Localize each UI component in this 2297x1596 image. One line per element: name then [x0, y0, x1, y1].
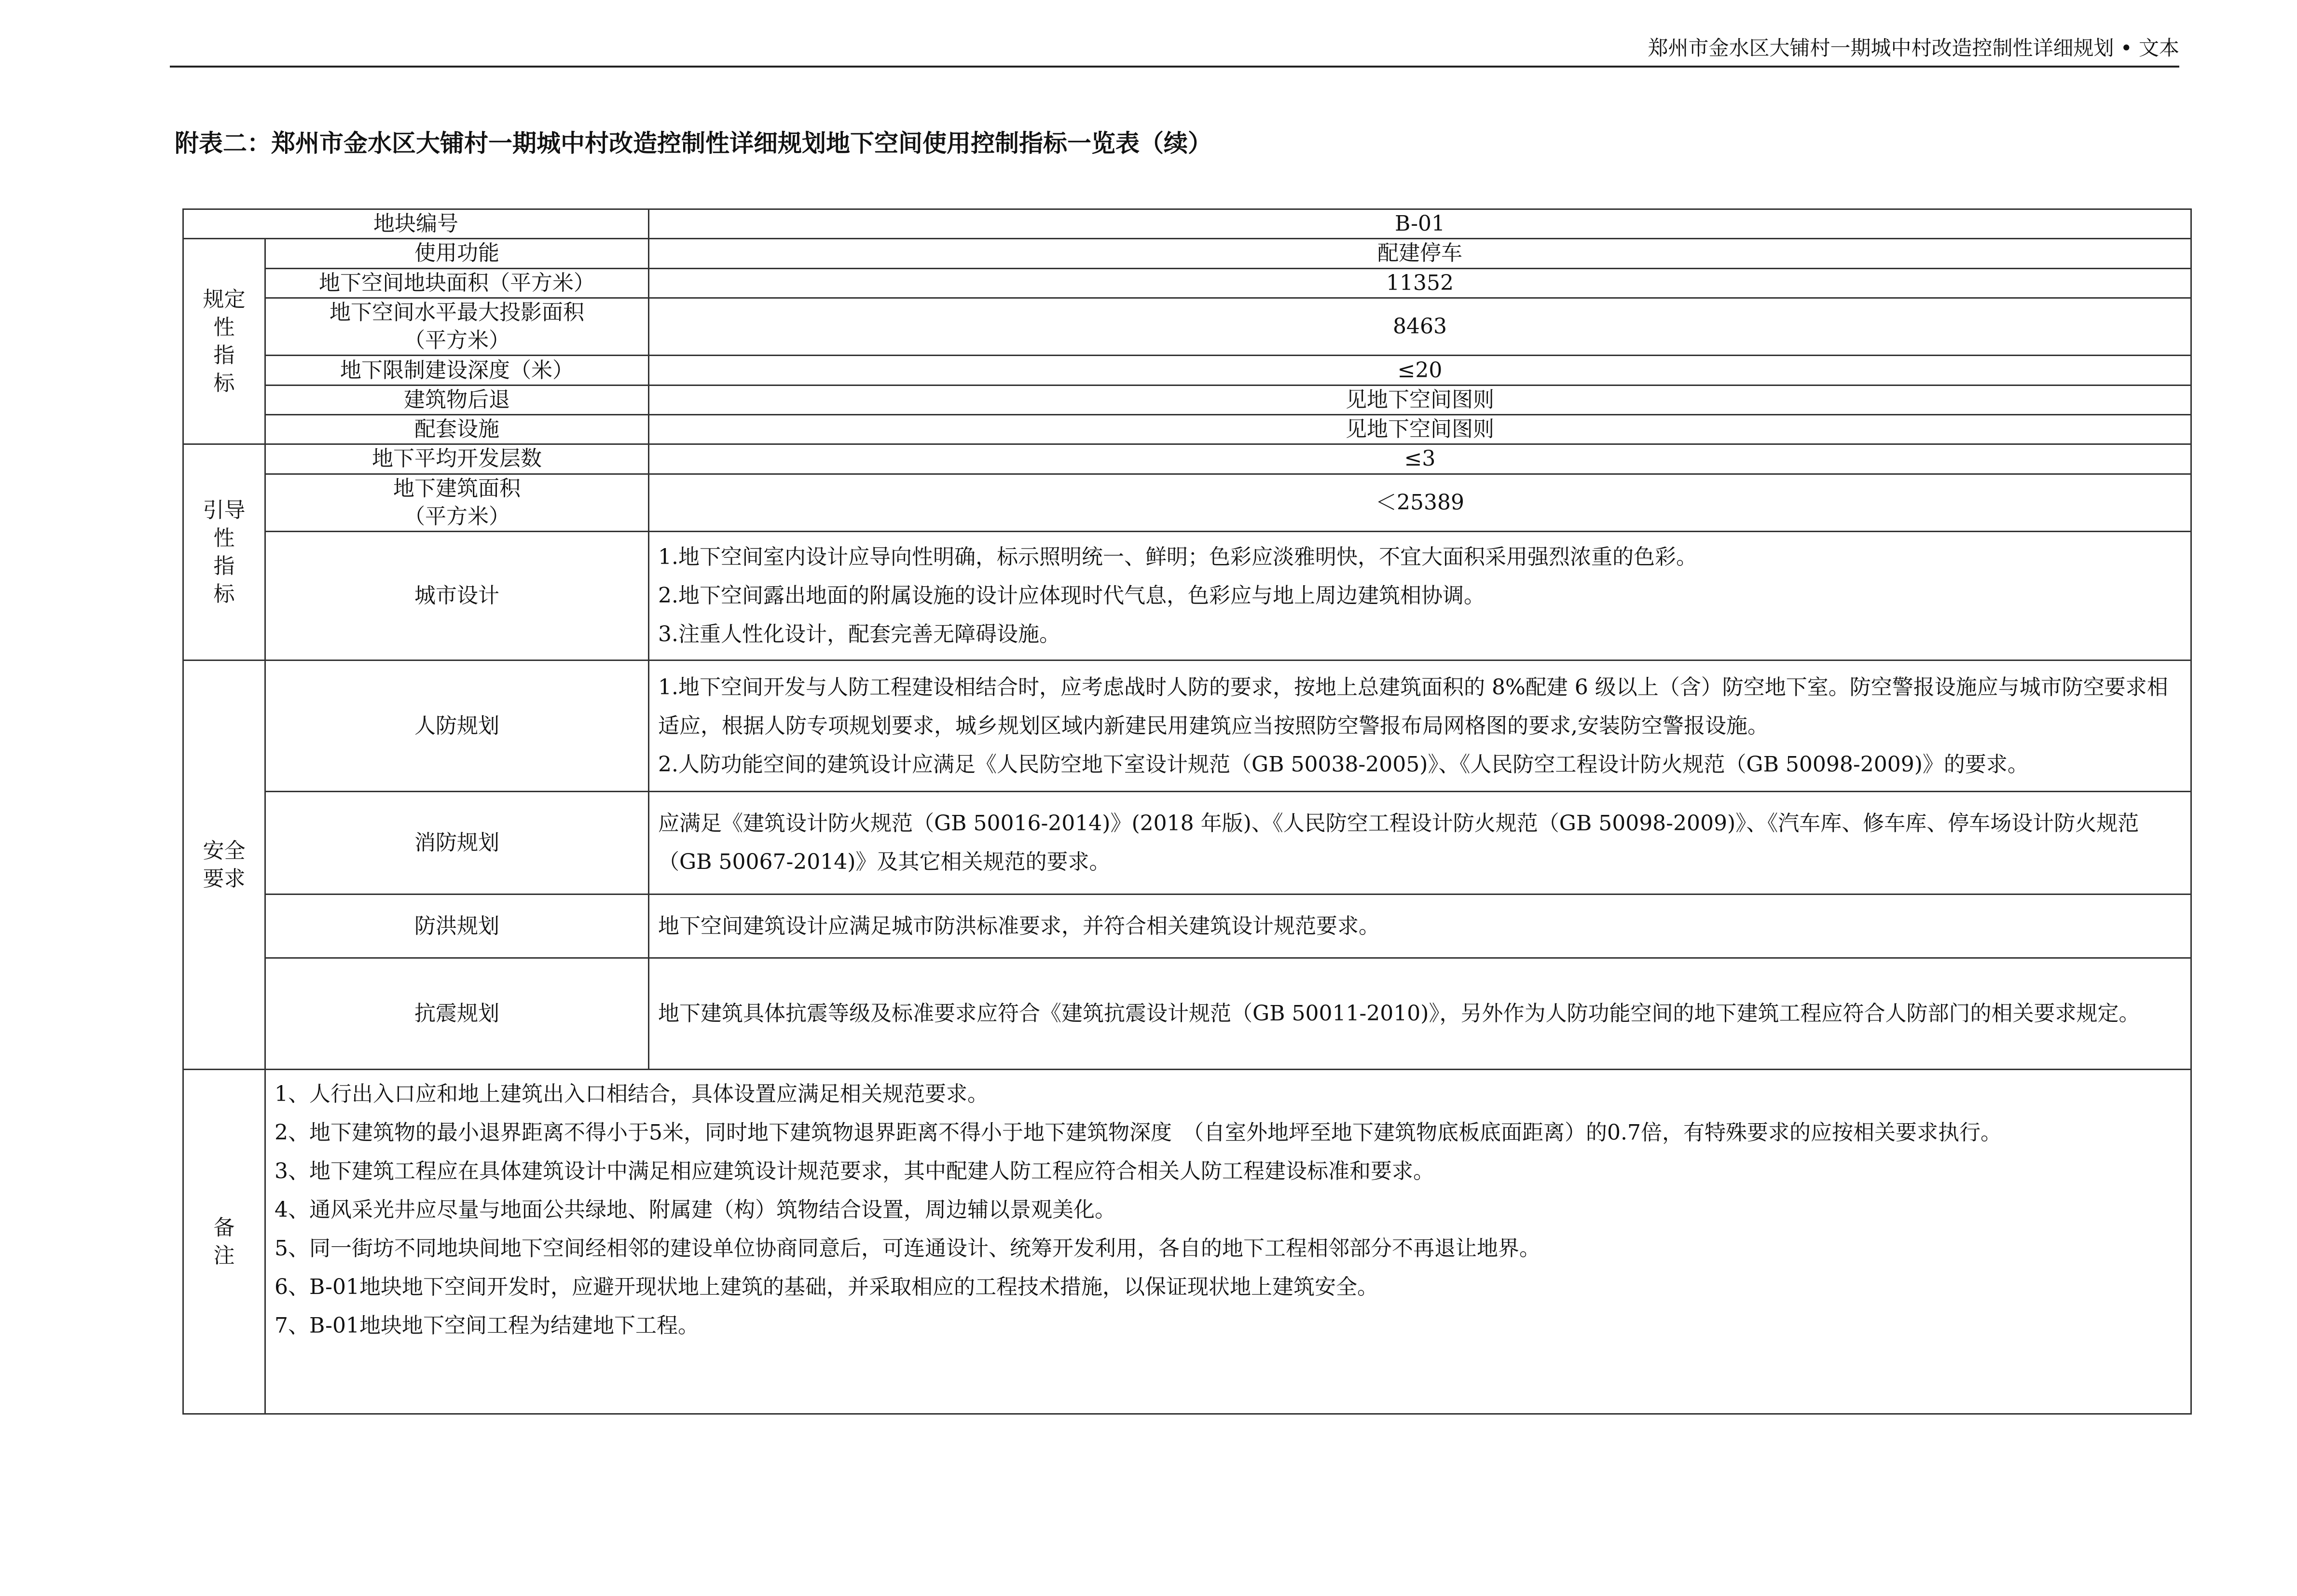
- row-label-civil-defense: 人防规划: [265, 660, 649, 791]
- row-value-usage: 配建停车: [649, 239, 2191, 268]
- table-row: [183, 894, 2191, 958]
- running-header: 郑州市金水区大铺村一期城中村改造控制性详细规划 • 文本: [170, 34, 2179, 68]
- row-label-avg-floors: 地下平均开发层数: [265, 444, 649, 474]
- group-label-guiding: 引导 性 指 标: [183, 444, 265, 660]
- row-value-depth-limit: ≤20: [649, 356, 2191, 385]
- row-value-facilities: 见地下空间图则: [649, 414, 2191, 444]
- table-row: [183, 239, 2191, 268]
- row-value-avg-floors: ≤3: [649, 444, 2191, 474]
- row-label-floor-area: 地下建筑面积 （平方米）: [265, 474, 649, 532]
- group-label-mandatory: 规定 性 指 标: [183, 239, 265, 444]
- list-item: 7、B-01地块地下空间工程为结建地下工程。: [275, 1313, 699, 1338]
- row-label-plot-area: 地下空间地块面积（平方米）: [265, 268, 649, 298]
- plot-number-label: 地块编号: [183, 209, 649, 239]
- table-row: [183, 958, 2191, 1070]
- row-label-usage: 使用功能: [265, 239, 649, 268]
- table-row: [183, 660, 2191, 791]
- row-value-floor-area: ＜25389: [649, 474, 2191, 532]
- row-label-depth-limit: 地下限制建设深度（米）: [265, 356, 649, 385]
- row-value-setback: 见地下空间图则: [649, 385, 2191, 414]
- row-label-setback: 建筑物后退: [265, 385, 649, 414]
- table-row: [183, 791, 2191, 894]
- table-row: [183, 414, 2191, 444]
- row-label-flood-control: 防洪规划: [265, 894, 649, 958]
- row-label-urban-design: 城市设计: [265, 532, 649, 660]
- row-value-urban-design: 1.地下空间室内设计应导向性明确，标示照明统一、鲜明；色彩应淡雅明快，不宜大面积采用强烈浓重的色彩。 2.地下空间露出地面的附属设施的设计应体现时代气息，色彩应与地上周边建筑相协调。 3.注重人性化设计，配套完善无障碍设施。: [649, 532, 2191, 660]
- table-row: [183, 268, 2191, 298]
- row-value-projection-area: 8463: [649, 298, 2191, 356]
- list-item: 2、地下建筑物的最小退界距离不得小于5米，同时地下建筑物退界距离不得小于地下建筑物深度 （自室外地坪至地下建筑物底板底面距离）的0.7倍，有特殊要求的应按相关要求执行。: [275, 1120, 2002, 1145]
- document-title: 附表二：郑州市金水区大铺村一期城中村改造控制性详细规划地下空间使用控制指标一览表（续）: [175, 129, 1212, 157]
- row-value-fire-protection: 应满足《建筑设计防火规范（GB 50016-2014)》(2018 年版)、《人民防空工程设计防火规范（GB 50098-2009)》、《汽车库、修车库、停车场设计防火规范（GB 50067-2014)》及其它相关规范的要求。: [649, 791, 2191, 894]
- row-value-plot-area: 11352: [649, 268, 2191, 298]
- table-row: [183, 532, 2191, 660]
- plot-number-value: B-01: [649, 209, 2191, 239]
- row-value-civil-defense: 1.地下空间开发与人防工程建设相结合时，应考虑战时人防的要求，按地上总建筑面积的 8%配建 6 级以上（含）防空地下室。防空警报设施应与城市防空要求相适应，根据人防专项规划要求，城乡规划区域内新建民用建筑应当按照防空警报布局网格图的要求,安装防空警报设施。 2.人防功能空间的建筑设计应满足《人民防空地下室设计规范（GB 50038-2005)》、《人民防空工程设计防火规范（GB 50098-2009)》的要求。: [649, 660, 2191, 791]
- group-label-safety: 安全 要求: [183, 660, 265, 1070]
- list-item: 3、地下建筑工程应在具体建筑设计中满足相应建筑设计规范要求，其中配建人防工程应符合相关人防工程建设标准和要求。: [275, 1159, 1434, 1184]
- table-row: [183, 356, 2191, 385]
- row-value-seismic: 地下建筑具体抗震等级及标准要求应符合《建筑抗震设计规范（GB 50011-2010)》，另外作为人防功能空间的地下建筑工程应符合人防部门的相关要求规定。: [649, 958, 2191, 1070]
- row-label-fire-protection: 消防规划: [265, 791, 649, 894]
- table-row: [183, 298, 2191, 356]
- table-row: [183, 209, 2191, 239]
- table-row: [183, 385, 2191, 414]
- row-label-facilities: 配套设施: [265, 414, 649, 444]
- underground-space-control-table: [182, 208, 2192, 1415]
- list-item: 6、B-01地块地下空间开发时，应避开现状地上建筑的基础，并采取相应的工程技术措施，以保证现状地上建筑安全。: [275, 1275, 1378, 1300]
- list-item: 1、人行出入口应和地上建筑出入口相结合，具体设置应满足相关规范要求。: [275, 1082, 989, 1107]
- list-item: 4、通风采光井应尽量与地面公共绿地、附属建（构）筑物结合设置，周边辅以景观美化。: [275, 1197, 1116, 1223]
- group-label-remarks: 备 注: [183, 1070, 265, 1414]
- row-label-seismic: 抗震规划: [265, 958, 649, 1070]
- row-value-flood-control: 地下空间建筑设计应满足城市防洪标准要求，并符合相关建筑设计规范要求。: [649, 894, 2191, 958]
- table-row: [183, 444, 2191, 474]
- remarks-list: [265, 1070, 2191, 1414]
- table-row: [183, 474, 2191, 532]
- list-item: 5、同一街坊不同地块间地下空间经相邻的建设单位协商同意后，可连通设计、统筹开发利用，各自的地下工程相邻部分不再退让地界。: [275, 1236, 1541, 1261]
- table-row: [183, 1070, 2191, 1414]
- row-label-projection-area: 地下空间水平最大投影面积 （平方米）: [265, 298, 649, 356]
